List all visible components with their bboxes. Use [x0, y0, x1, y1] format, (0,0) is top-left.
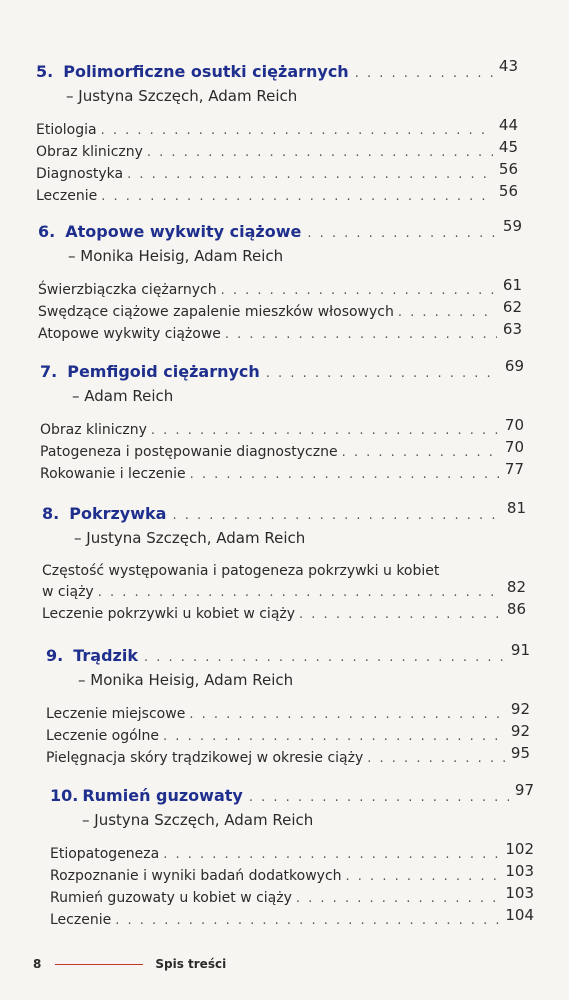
toc-entry — [50, 862, 534, 887]
leader-dots — [151, 421, 499, 441]
entry-label: Leczenie ogólne — [46, 728, 160, 744]
entry-label: Leczenie — [50, 912, 112, 928]
entry-label: Etiopatogeneza — [50, 846, 160, 862]
leader-dots — [147, 143, 493, 163]
leader-dots — [367, 749, 505, 769]
toc-entry — [36, 138, 518, 163]
chapter-number: 6. — [38, 222, 56, 241]
entry-page: 62 — [502, 298, 522, 316]
entry-label: Rokowanie i leczenie — [40, 466, 186, 482]
chapter-title: Trądzik — [73, 646, 138, 665]
leader-dots — [101, 121, 493, 141]
entry-page: 86 — [506, 600, 526, 618]
leader-dots — [190, 465, 499, 485]
entry-label-cont: w ciąży — [42, 584, 94, 600]
entry-page: 104 — [505, 906, 534, 924]
entry-label: Leczenie — [36, 188, 98, 204]
entry-page: 82 — [506, 578, 526, 596]
toc-entry — [46, 722, 530, 747]
leader-dots — [225, 325, 497, 345]
chapter-8 — [42, 499, 526, 625]
entry-label: Świerzbiączka ciężarnych — [38, 282, 217, 298]
toc-entry — [46, 700, 530, 725]
toc-entry — [42, 561, 526, 603]
entry-page: 70 — [504, 438, 524, 456]
chapter-page: 59 — [502, 217, 522, 235]
chapter-7 — [40, 357, 524, 485]
chapter-number: 10. — [50, 786, 79, 805]
entry-label: Patogeneza i postępowanie diagnostyczne — [40, 444, 338, 460]
entry-page: 103 — [505, 862, 534, 880]
toc-entry — [38, 298, 522, 323]
entry-label: Rumień guzowaty u kobiet w ciąży — [50, 890, 292, 906]
leader-dots — [307, 226, 497, 241]
chapter-page: 69 — [504, 357, 524, 375]
entry-label: Diagnostyka — [36, 166, 124, 182]
leader-dots — [296, 889, 499, 909]
entry-page: 95 — [510, 744, 530, 762]
chapter-title-row — [42, 499, 526, 523]
entry-label: Obraz kliniczny — [36, 144, 143, 160]
footer-section-title: Spis treści — [155, 957, 227, 971]
toc-entry — [42, 600, 526, 625]
leader-dots — [101, 187, 493, 207]
chapter-authors: – Justyna Szczęch, Adam Reich — [66, 87, 298, 105]
chapter-title-row — [50, 781, 534, 805]
entry-label: Leczenie pokrzywki u kobiet w ciąży — [42, 606, 296, 622]
entry-page: 77 — [504, 460, 524, 478]
entry-page: 56 — [498, 182, 518, 200]
entry-page: 63 — [502, 320, 522, 338]
entry-page: 45 — [498, 138, 518, 156]
leader-dots — [299, 605, 501, 625]
entry-page: 56 — [498, 160, 518, 178]
leader-dots — [98, 583, 501, 603]
entry-label: Pielęgnacja skóry trądzikowej w okresie ciąży — [46, 750, 364, 766]
chapter-authors: – Justyna Szczęch, Adam Reich — [82, 811, 314, 829]
entry-label: Częstość występowania i patogeneza pokrzywki u kobiet — [42, 563, 440, 579]
chapter-page: 81 — [506, 499, 526, 517]
toc-entry — [40, 460, 524, 485]
toc-entry — [38, 276, 522, 301]
chapter-9 — [46, 641, 530, 769]
chapter-authors: – Adam Reich — [72, 387, 174, 405]
chapter-10 — [50, 781, 534, 931]
chapter-number: 8. — [42, 504, 60, 523]
entry-continuation — [42, 578, 526, 603]
chapter-number: 9. — [46, 646, 64, 665]
leader-dots — [172, 508, 500, 523]
leader-dots — [163, 845, 499, 865]
toc-entry — [50, 884, 534, 909]
chapter-title-row — [46, 641, 530, 665]
entry-list — [38, 276, 522, 345]
chapter-number: 7. — [40, 362, 58, 381]
chapter-authors: – Monika Heisig, Adam Reich — [68, 247, 284, 265]
chapter-authors: – Monika Heisig, Adam Reich — [78, 671, 294, 689]
chapter-title: Pemfigoid ciężarnych — [67, 362, 260, 381]
entry-list — [40, 416, 524, 485]
entry-list — [50, 840, 534, 931]
toc-entry — [46, 744, 530, 769]
toc-entry — [40, 438, 524, 463]
leader-dots — [163, 727, 505, 747]
footer-rule — [55, 964, 143, 965]
entry-label: Rozpoznanie i wyniki badań dodatkowych — [50, 868, 342, 884]
chapter-title: Atopowe wykwity ciążowe — [65, 222, 302, 241]
entry-page: 92 — [510, 700, 530, 718]
leader-dots — [127, 165, 493, 185]
chapter-5 — [36, 57, 518, 207]
leader-dots — [346, 867, 500, 887]
chapter-page: 97 — [514, 781, 534, 799]
entry-list — [36, 116, 518, 207]
leader-dots — [144, 650, 505, 665]
entry-page: 92 — [510, 722, 530, 740]
toc-entry — [40, 416, 524, 441]
entry-page: 70 — [504, 416, 524, 434]
chapter-title-row — [40, 357, 524, 381]
page-footer — [33, 957, 226, 971]
entry-label: Atopowe wykwity ciążowe — [38, 326, 221, 342]
chapter-number: 5. — [36, 62, 54, 81]
chapter-page: 43 — [498, 57, 518, 75]
chapter-title-row — [38, 217, 522, 241]
chapter-authors: – Justyna Szczęch, Adam Reich — [74, 529, 306, 547]
toc-entry — [36, 116, 518, 141]
leader-dots — [355, 66, 493, 81]
chapter-title-row — [36, 57, 518, 81]
entry-page: 61 — [502, 276, 522, 294]
toc-entry — [38, 320, 522, 345]
entry-list — [46, 700, 530, 769]
chapter-page: 91 — [510, 641, 530, 659]
entry-label: Etiologia — [36, 122, 97, 138]
page-number: 8 — [33, 957, 42, 971]
entry-list — [42, 561, 526, 625]
entry-page: 103 — [505, 884, 534, 902]
leader-dots — [249, 790, 509, 805]
chapter-6 — [38, 217, 522, 345]
entry-page: 44 — [498, 116, 518, 134]
leader-dots — [342, 443, 499, 463]
chapter-title: Polimorficzne osutki ciężarnych — [63, 62, 349, 81]
entry-label: Swędzące ciążowe zapalenie mieszków włosowych — [38, 304, 394, 320]
leader-dots — [189, 705, 505, 725]
leader-dots — [266, 366, 499, 381]
leader-dots — [115, 911, 499, 931]
toc-entry — [36, 160, 518, 185]
toc-entry — [36, 182, 518, 207]
leader-dots — [398, 303, 497, 323]
toc-entry — [50, 840, 534, 865]
entry-label: Leczenie miejscowe — [46, 706, 186, 722]
toc-entry — [50, 906, 534, 931]
entry-page: 102 — [505, 840, 534, 858]
leader-dots — [221, 281, 497, 301]
entry-label: Obraz kliniczny — [40, 422, 147, 438]
chapter-title: Pokrzywka — [69, 504, 167, 523]
chapter-title: Rumień guzowaty — [82, 786, 243, 805]
